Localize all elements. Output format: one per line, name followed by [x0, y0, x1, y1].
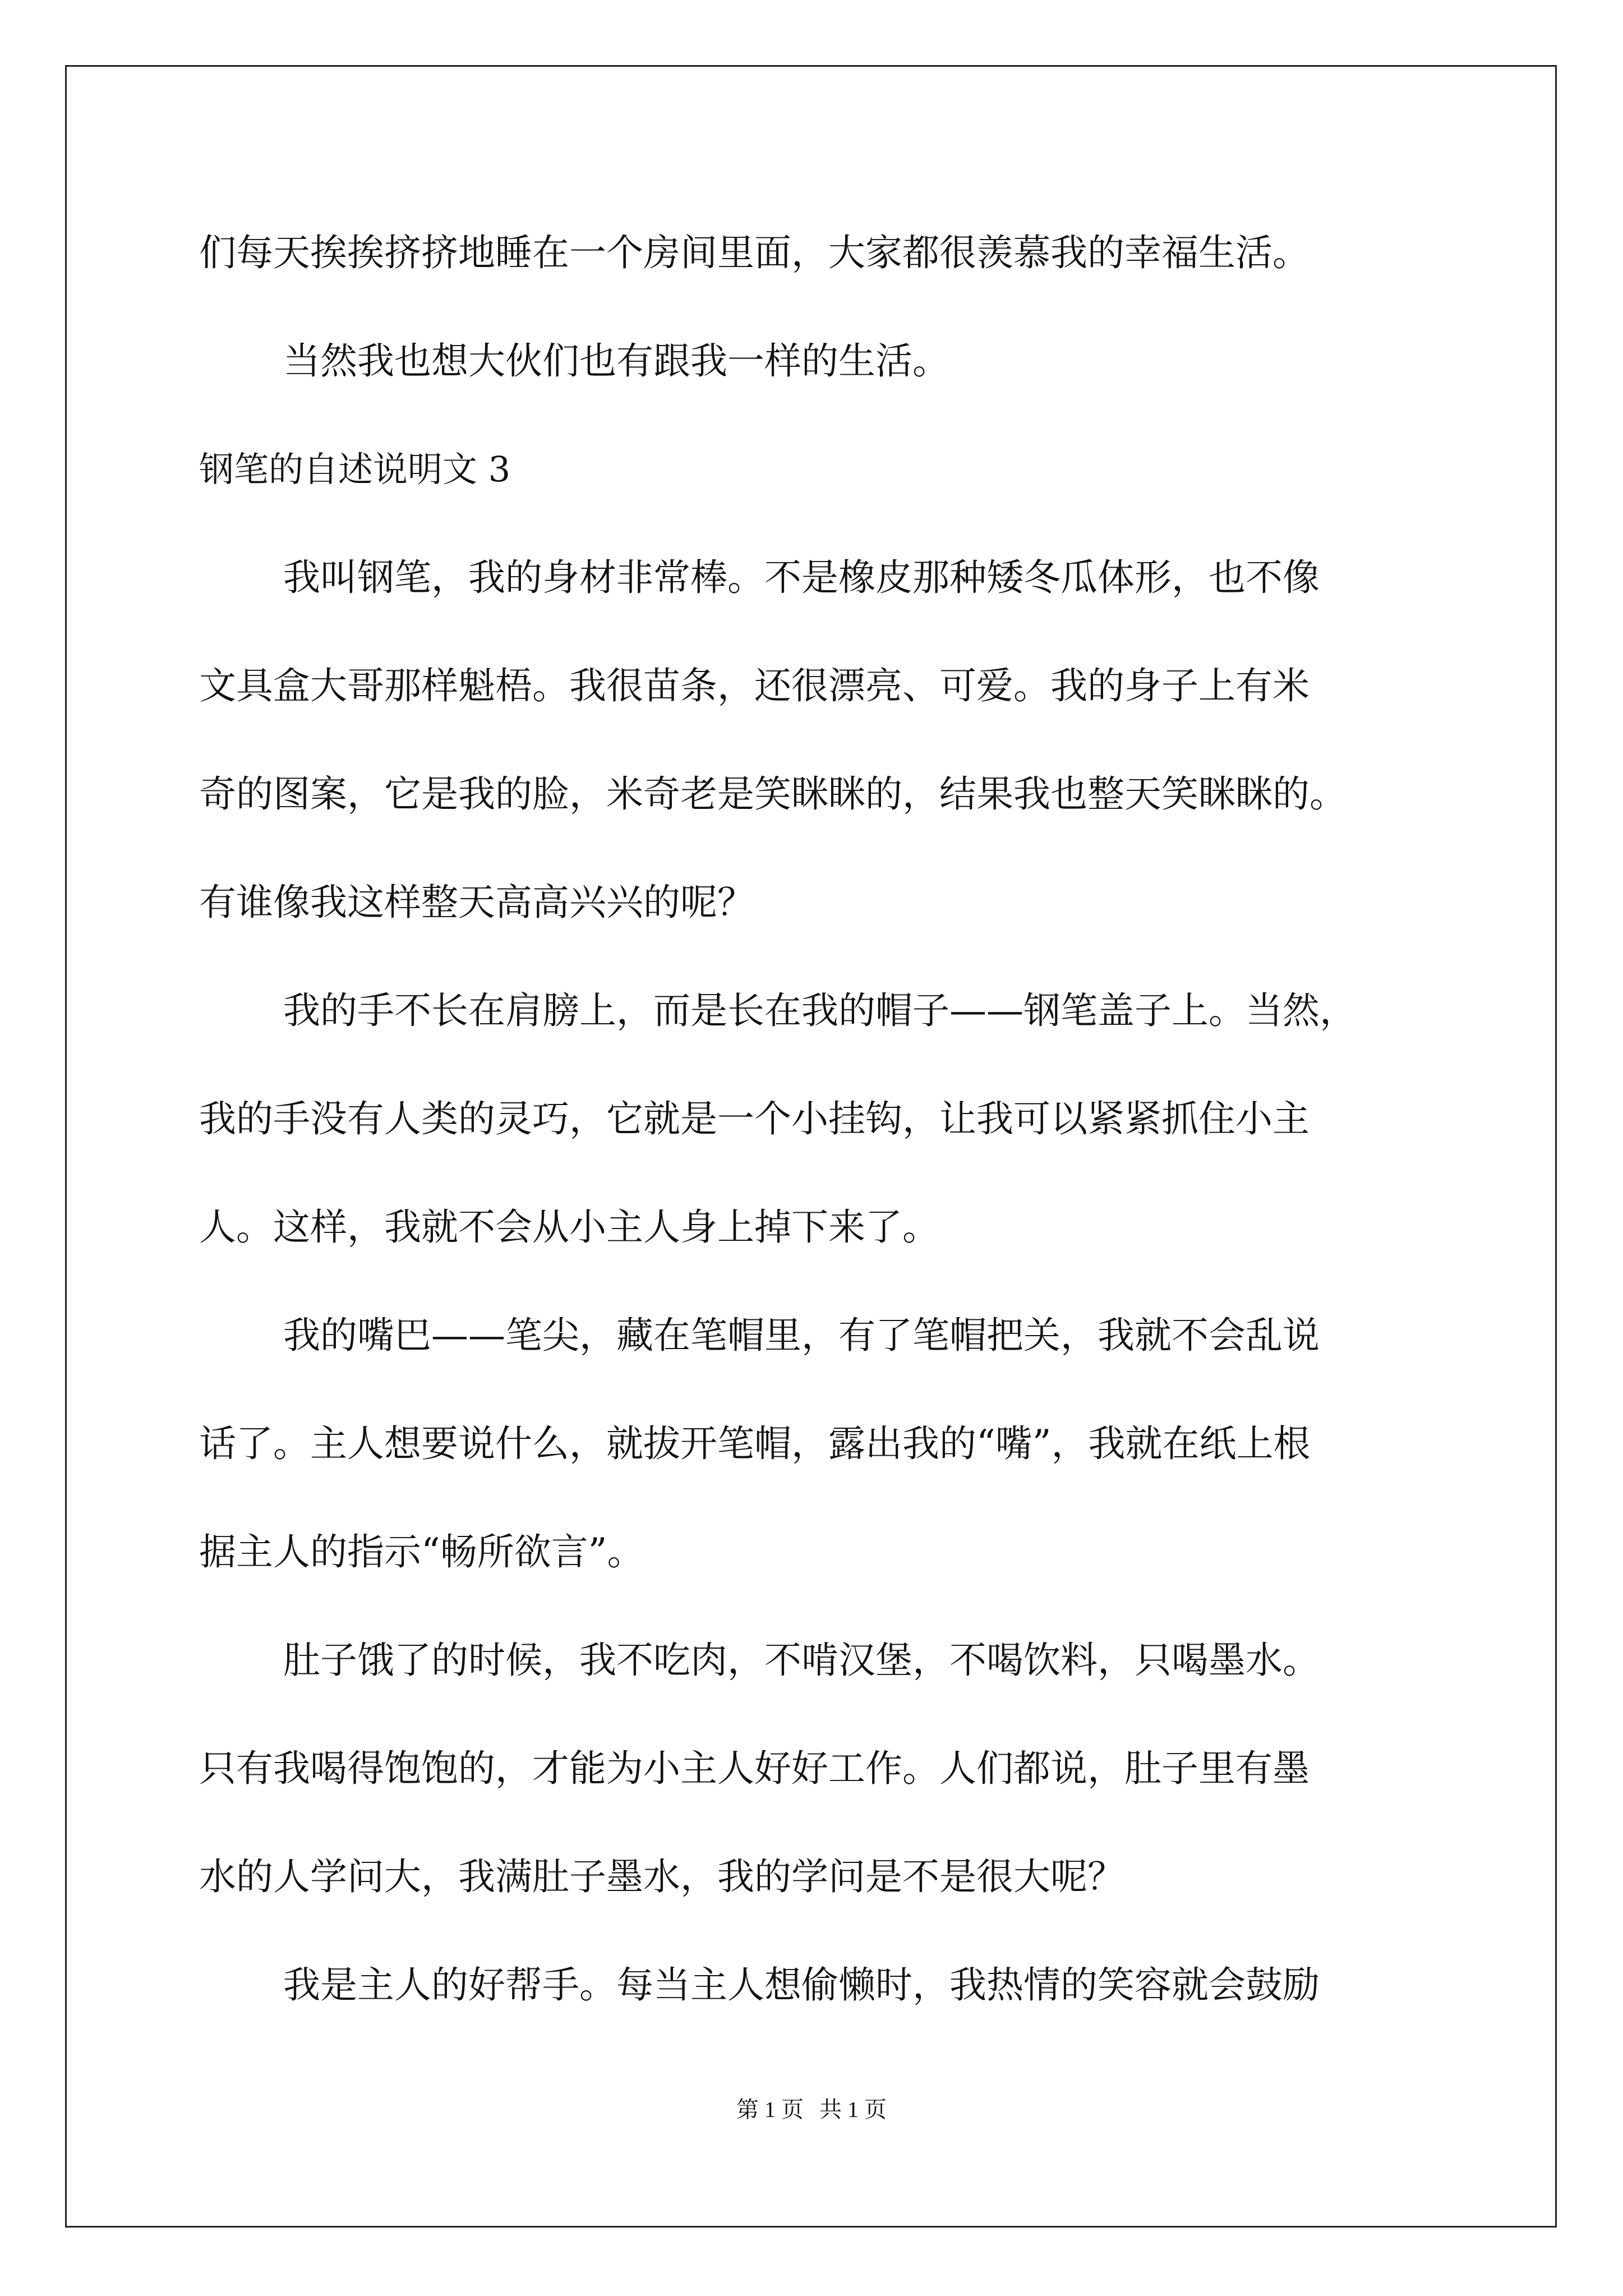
paragraph-line: 我的嘴巴——笔尖，藏在笔帽里，有了笔帽把关，我就不会乱说 — [283, 1314, 1320, 1357]
text-line: 们每天挨挨挤挤地睡在一个房间里面，大家都很羡慕我的幸福生活。 — [199, 231, 1310, 274]
text-line: 话了。主人想要说什么，就拔开笔帽，露出我的“嘴”，我就在纸上根 — [199, 1422, 1311, 1465]
text-line: 水的人学问大，我满肚子墨水，我的学问是不是很大呢？ — [199, 1855, 1124, 1898]
text-line: 有谁像我这样整天高高兴兴的呢？ — [199, 881, 754, 924]
paragraph-line: 当然我也想大伙们也有跟我一样的生活。 — [283, 339, 949, 383]
text-line: 文具盒大哥那样魁梧。我很苗条，还很漂亮、可爱。我的身子上有米 — [199, 664, 1310, 707]
text-line: 据主人的指示“畅所欲言”。 — [199, 1530, 644, 1573]
paragraph-line: 我叫钢笔，我的身材非常棒。不是橡皮那种矮冬瓜体形，也不像 — [283, 556, 1320, 599]
page-number: 第 1 页 — [736, 2097, 804, 2122]
section-heading: 钢笔的自述说明文 3 — [199, 449, 511, 490]
paragraph-line: 我是主人的好帮手。每当主人想偷懒时，我热情的笑容就会鼓励 — [283, 1963, 1320, 2007]
page-total: 共 1 页 — [819, 2097, 887, 2122]
text-line: 只有我喝得饱饱的，才能为小主人好好工作。人们都说，肚子里有墨 — [199, 1747, 1310, 1790]
text-line: 奇的图案，它是我的脸，米奇老是笑眯眯的，结果我也整天笑眯眯的。 — [199, 772, 1347, 816]
page-footer — [0, 2093, 1623, 2127]
text-line: 人。这样，我就不会从小主人身上掉下来了。 — [199, 1205, 939, 1249]
paragraph-line: 我的手不长在肩膀上，而是长在我的帽子——钢笔盖子上。当然， — [283, 989, 1357, 1032]
text-line: 我的手没有人类的灵巧，它就是一个小挂钩，让我可以紧紧抓住小主 — [199, 1097, 1310, 1140]
paragraph-line: 肚子饿了的时候，我不吃肉，不啃汉堡，不喝饮料，只喝墨水。 — [283, 1639, 1320, 1682]
